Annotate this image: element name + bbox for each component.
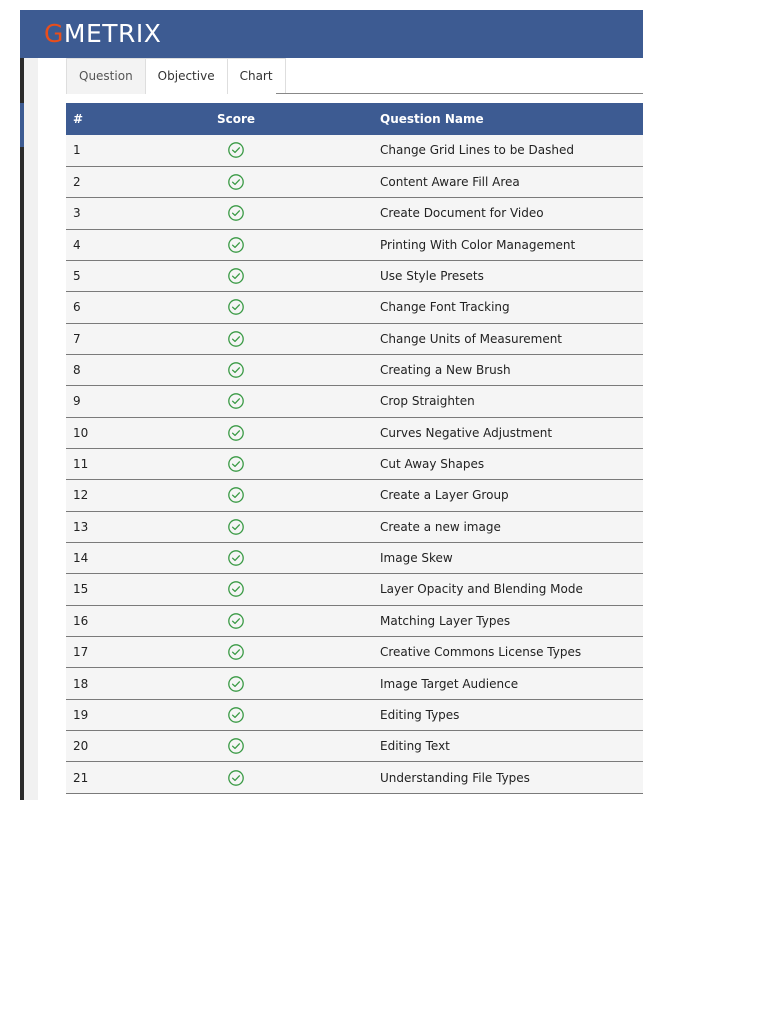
row-number: 3 bbox=[73, 206, 81, 221]
row-number: 4 bbox=[73, 237, 81, 252]
table-row[interactable] bbox=[66, 417, 643, 448]
row-number: 18 bbox=[73, 676, 89, 691]
row-score bbox=[113, 448, 359, 479]
row-score bbox=[113, 699, 359, 730]
row-score bbox=[113, 417, 359, 448]
row-number: 13 bbox=[73, 519, 89, 534]
table-header-row bbox=[66, 103, 643, 135]
row-score bbox=[113, 574, 359, 605]
table-row[interactable] bbox=[66, 699, 643, 730]
question-name: Change Grid Lines to be Dashed bbox=[380, 143, 574, 158]
row-score bbox=[113, 354, 359, 385]
check-circle-icon bbox=[227, 267, 245, 285]
check-circle-icon bbox=[227, 361, 245, 379]
table-row[interactable] bbox=[66, 574, 643, 605]
row-score bbox=[113, 605, 359, 636]
table-row[interactable] bbox=[66, 260, 643, 291]
table-row[interactable] bbox=[66, 731, 643, 762]
logo-letter-g: G bbox=[44, 19, 64, 48]
row-score bbox=[113, 668, 359, 699]
table-row[interactable] bbox=[66, 229, 643, 260]
report-tabs bbox=[66, 58, 286, 94]
tab-chart[interactable]: Chart bbox=[228, 58, 286, 94]
row-number: 14 bbox=[73, 551, 89, 566]
row-score bbox=[113, 292, 359, 323]
question-name: Use Style Presets bbox=[380, 269, 484, 284]
row-number: 7 bbox=[73, 331, 81, 346]
row-score bbox=[113, 323, 359, 354]
check-circle-icon bbox=[227, 706, 245, 724]
table-row[interactable] bbox=[66, 637, 643, 668]
question-name: Image Target Audience bbox=[380, 676, 519, 691]
question-name: Change Font Tracking bbox=[380, 300, 510, 315]
check-circle-icon bbox=[227, 173, 245, 191]
row-score bbox=[113, 480, 359, 511]
side-panel bbox=[24, 58, 38, 800]
table-body bbox=[66, 135, 643, 793]
table-row[interactable] bbox=[66, 292, 643, 323]
row-score bbox=[113, 511, 359, 542]
check-circle-icon bbox=[227, 141, 245, 159]
question-name: Matching Layer Types bbox=[380, 613, 511, 628]
question-name: Editing Types bbox=[380, 707, 460, 722]
check-circle-icon bbox=[227, 737, 245, 755]
table-row[interactable] bbox=[66, 354, 643, 385]
check-circle-icon bbox=[227, 580, 245, 598]
row-number: 2 bbox=[73, 175, 81, 190]
check-circle-icon bbox=[227, 769, 245, 787]
check-circle-icon bbox=[227, 298, 245, 316]
question-name: Understanding File Types bbox=[380, 770, 530, 785]
table-row[interactable] bbox=[66, 762, 643, 793]
question-name: Create a Layer Group bbox=[380, 488, 509, 503]
check-circle-icon bbox=[227, 236, 245, 254]
row-number: 20 bbox=[73, 739, 89, 754]
row-score bbox=[113, 229, 359, 260]
row-score bbox=[113, 260, 359, 291]
check-circle-icon bbox=[227, 518, 245, 536]
check-circle-icon bbox=[227, 204, 245, 222]
check-circle-icon bbox=[227, 549, 245, 567]
row-number: 9 bbox=[73, 394, 81, 409]
row-number: 10 bbox=[73, 425, 89, 440]
row-number: 12 bbox=[73, 488, 89, 503]
question-name: Image Skew bbox=[380, 551, 453, 566]
row-score bbox=[113, 135, 359, 166]
column-header-question-name: Question Name bbox=[380, 112, 484, 126]
check-circle-icon bbox=[227, 455, 245, 473]
check-circle-icon bbox=[227, 486, 245, 504]
question-name: Editing Text bbox=[380, 739, 450, 754]
table-row[interactable] bbox=[66, 323, 643, 354]
table-row[interactable] bbox=[66, 668, 643, 699]
row-number: 17 bbox=[73, 645, 89, 660]
check-circle-icon bbox=[227, 643, 245, 661]
question-name: Crop Straighten bbox=[380, 394, 475, 409]
row-number: 11 bbox=[73, 457, 89, 472]
check-circle-icon bbox=[227, 612, 245, 630]
table-row[interactable] bbox=[66, 166, 643, 197]
row-score bbox=[113, 731, 359, 762]
row-number: 15 bbox=[73, 582, 89, 597]
row-score bbox=[113, 637, 359, 668]
row-number: 16 bbox=[73, 613, 89, 628]
row-score bbox=[113, 762, 359, 793]
row-score bbox=[113, 542, 359, 573]
table-row[interactable] bbox=[66, 480, 643, 511]
table-row[interactable] bbox=[66, 605, 643, 636]
app-header bbox=[20, 10, 643, 58]
table-row[interactable] bbox=[66, 135, 643, 166]
table-row[interactable] bbox=[66, 386, 643, 417]
check-circle-icon bbox=[227, 675, 245, 693]
table-row[interactable] bbox=[66, 511, 643, 542]
check-circle-icon bbox=[227, 392, 245, 410]
question-name: Cut Away Shapes bbox=[380, 457, 485, 472]
check-circle-icon bbox=[227, 330, 245, 348]
tab-question[interactable]: Question bbox=[66, 58, 146, 94]
question-name: Creative Commons License Types bbox=[380, 645, 582, 660]
question-name: Create a new image bbox=[380, 519, 501, 534]
row-number: 21 bbox=[73, 770, 89, 785]
row-number: 8 bbox=[73, 363, 81, 378]
question-name: Change Units of Measurement bbox=[380, 331, 563, 346]
question-name: Printing With Color Management bbox=[380, 237, 576, 252]
row-score bbox=[113, 198, 359, 229]
row-number: 6 bbox=[73, 300, 81, 315]
row-score bbox=[113, 166, 359, 197]
logo-wordmark: METRIX bbox=[63, 19, 162, 48]
question-name: Create Document for Video bbox=[380, 206, 544, 221]
row-number: 5 bbox=[73, 269, 81, 284]
question-table bbox=[66, 103, 643, 794]
row-score bbox=[113, 386, 359, 417]
question-name: Content Aware Fill Area bbox=[380, 175, 520, 190]
gmetrix-logo bbox=[44, 20, 161, 48]
column-header-score: Score bbox=[216, 112, 256, 126]
tabs-underline bbox=[276, 93, 643, 94]
column-header-number: # bbox=[73, 112, 84, 126]
tab-objective[interactable]: Objective bbox=[146, 58, 228, 94]
table-row[interactable] bbox=[66, 542, 643, 573]
row-number: 1 bbox=[73, 143, 81, 158]
question-name: Creating a New Brush bbox=[380, 363, 511, 378]
table-row[interactable] bbox=[66, 198, 643, 229]
table-row[interactable] bbox=[66, 448, 643, 479]
check-circle-icon bbox=[227, 424, 245, 442]
row-number: 19 bbox=[73, 707, 89, 722]
question-name: Curves Negative Adjustment bbox=[380, 425, 553, 440]
question-name: Layer Opacity and Blending Mode bbox=[380, 582, 583, 597]
